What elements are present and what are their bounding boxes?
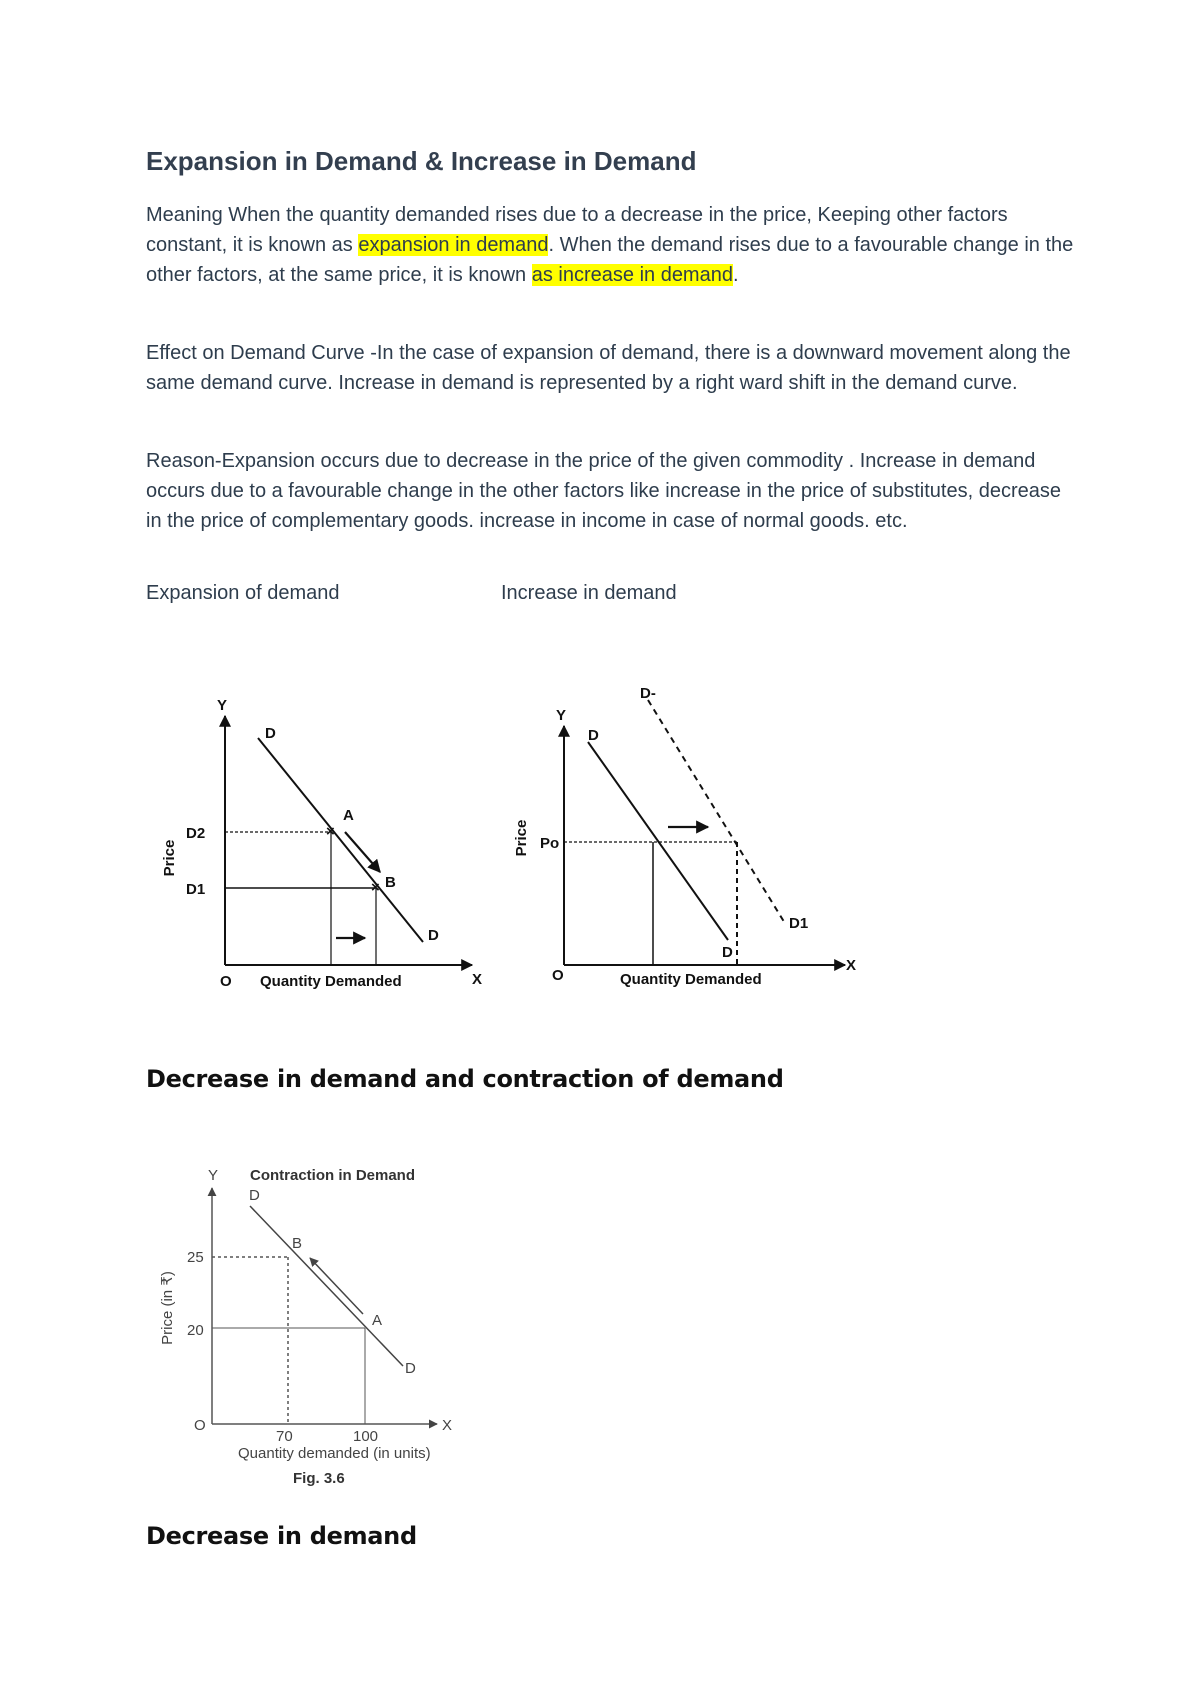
- point-b-marker: ×: [371, 879, 380, 896]
- point-a-label: A: [343, 807, 354, 824]
- section-title-decrease-contraction: Decrease in demand and contraction of demand: [146, 1065, 784, 1093]
- origin-label: O: [552, 967, 564, 984]
- x-title: Quantity Demanded: [620, 971, 762, 988]
- y-title: Price: [161, 839, 178, 877]
- x-title: Quantity Demanded: [260, 973, 402, 990]
- tick-label-25: 25: [187, 1249, 204, 1266]
- tick-label-70: 70: [276, 1428, 293, 1445]
- price-label-po: Po: [540, 835, 560, 852]
- curve-label-bottom: D: [722, 944, 733, 961]
- origin-label: O: [220, 973, 232, 990]
- meaning-text-1: Meaning When the quantity demanded rises due to a decrease in the price, Keeping other factors constant, it is known as: [146, 204, 1008, 256]
- y-axis-label: Y: [208, 1167, 219, 1184]
- y-axis-label: Y: [217, 697, 228, 714]
- meaning-text-2: . When the demand rises due to a favourable change in the other factors, at the same price, it is known: [146, 234, 1074, 286]
- x-axis-label: X: [846, 957, 857, 974]
- price-label-d1: D1: [186, 881, 206, 898]
- page-title: Expansion in Demand & Increase in Demand: [146, 146, 697, 176]
- tick-label-100: 100: [353, 1428, 379, 1445]
- effect-paragraph: Effect on Demand Curve -In the case of expansion of demand, there is a downward movement along the same demand curve. Increase in demand is represented by a right ward shift in the demand curve.: [146, 342, 1071, 394]
- point-a-label: A: [372, 1312, 383, 1329]
- y-title: Price (in ₹): [159, 1271, 176, 1345]
- point-a-marker: ×: [326, 823, 335, 840]
- shifted-curve-label-top: D-: [640, 685, 656, 702]
- x-title: Quantity demanded (in units): [238, 1445, 431, 1462]
- highlight-expansion: expansion in demand: [358, 234, 549, 256]
- curve-label-top: D: [588, 727, 599, 744]
- tick-label-20: 20: [187, 1322, 204, 1339]
- origin-label: O: [194, 1417, 206, 1434]
- x-axis-label: X: [442, 1417, 453, 1434]
- graph-title: Contraction in Demand: [250, 1167, 416, 1184]
- curve-label-bottom: D: [405, 1360, 416, 1377]
- curve-label-top: D: [249, 1187, 260, 1204]
- demand-curve: [258, 738, 423, 942]
- figure-caption: Fig. 3.6: [293, 1470, 345, 1487]
- price-label-d2: D2: [186, 825, 206, 842]
- meaning-text-3: .: [732, 264, 739, 286]
- point-b-label: B: [292, 1235, 303, 1252]
- demand-curve: [588, 742, 728, 940]
- caption-increase: Increase in demand: [501, 582, 677, 604]
- y-title: Price: [513, 819, 530, 857]
- caption-expansion: Expansion of demand: [146, 582, 340, 604]
- meaning-paragraph: [146, 200, 1076, 290]
- demand-curve: [250, 1206, 403, 1366]
- reason-paragraph: Reason-Expansion occurs due to decrease in the price of the given commodity . Increase in demand occurs due to a favourable change in the other factors like increase in the price of substitutes, decrease in the price of complementary goods. increase in income in case of normal goods. etc.: [146, 450, 1061, 532]
- shifted-demand-curve: [648, 700, 786, 925]
- expansion-graph: [150, 690, 490, 1000]
- contraction-graph: [150, 1158, 470, 1488]
- curve-label-top: D: [265, 725, 276, 742]
- curve-label-bottom: D: [428, 927, 439, 944]
- x-axis-label: X: [472, 971, 483, 988]
- shifted-curve-label-bottom: D1: [789, 915, 809, 932]
- point-b-label: B: [385, 874, 396, 891]
- section-title-decrease: Decrease in demand: [146, 1522, 417, 1550]
- increase-graph: [500, 680, 880, 1000]
- contraction-arrow: [310, 1258, 363, 1314]
- y-axis-label: Y: [556, 707, 567, 724]
- highlight-increase: as increase in demand: [531, 264, 733, 286]
